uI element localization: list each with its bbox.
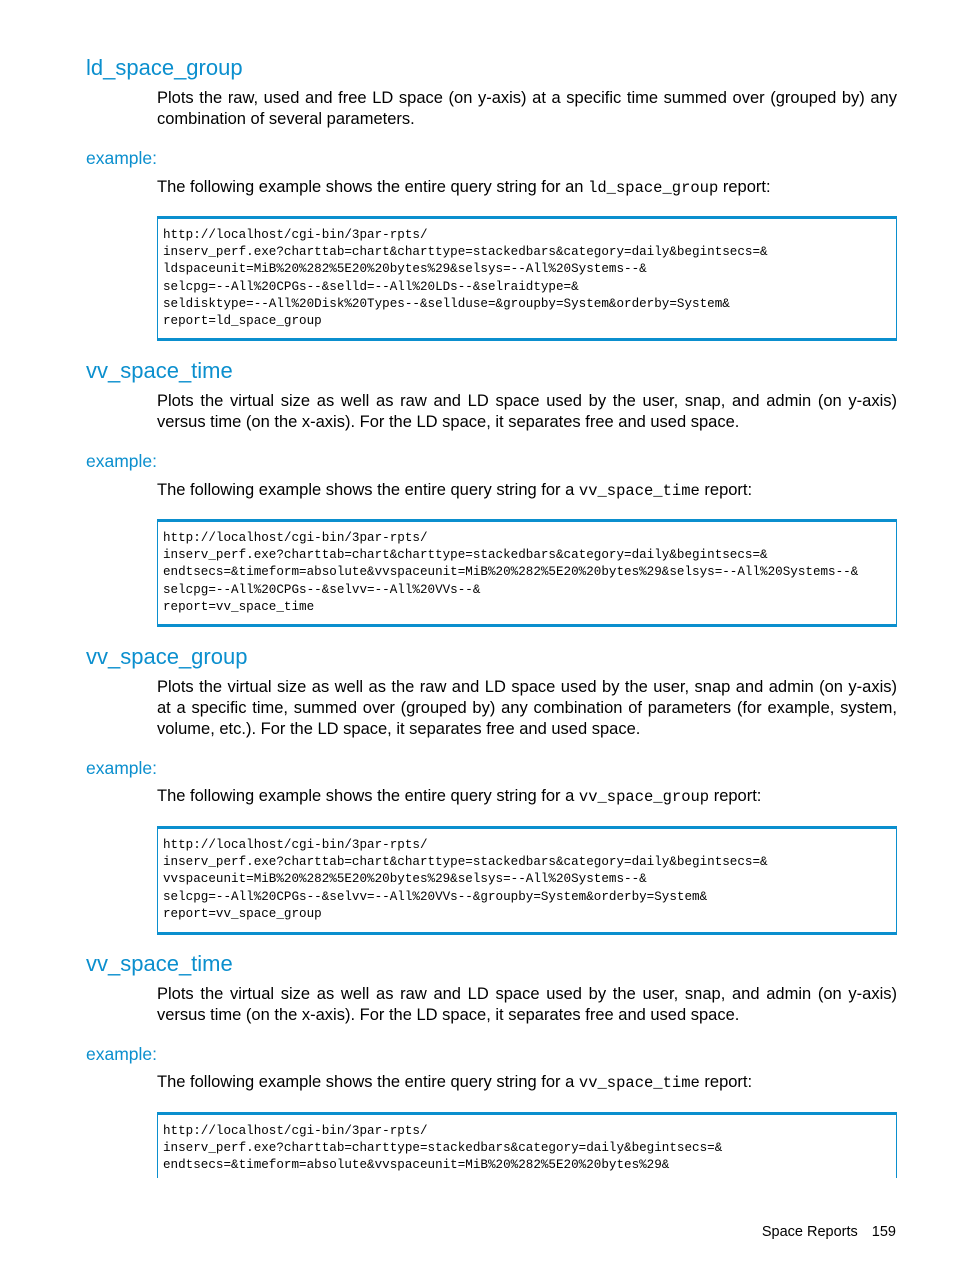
section-description: Plots the raw, used and free LD space (on y-axis) at a specific time summed over (grouped by) any combination of several parameters. xyxy=(157,89,897,128)
report-name-code: vv_space_group xyxy=(578,788,710,806)
example-intro-text: The following example shows the entire query string for a xyxy=(157,481,579,499)
example-intro-text: The following example shows the entire query string for an xyxy=(157,178,589,196)
example-intro xyxy=(157,1072,897,1094)
code-line: endtsecs=&timeform=absolute&vvspaceunit=MiB%20%282%5E20%20bytes%29& xyxy=(163,1158,670,1173)
report-name-code: vv_space_time xyxy=(578,482,700,500)
code-line: http://localhost/cgi-bin/3par-rpts/ xyxy=(163,1124,428,1138)
example-intro xyxy=(157,786,897,808)
footer-section-title: Space Reports xyxy=(761,1224,858,1240)
code-line: vvspaceunit=MiB%20%282%5E20%20bytes%29&selsys=--All%20Systems--& xyxy=(163,872,647,887)
example-intro-suffix: report: xyxy=(709,787,762,805)
example-label: example: xyxy=(86,758,158,778)
page-number: 159 xyxy=(871,1224,896,1240)
example-intro-suffix: report: xyxy=(699,1073,753,1091)
report-name-code: ld_space_group xyxy=(588,179,719,197)
page-footer xyxy=(762,1222,896,1242)
report-name-code: vv_space_time xyxy=(578,1074,700,1092)
example-label: example: xyxy=(86,451,158,471)
code-line: http://localhost/cgi-bin/3par-rpts/ xyxy=(163,838,428,852)
code-line: seldisktype=--All%20Disk%20Types--&sellduse=&groupby=System&orderby=System& xyxy=(163,296,730,311)
section-description: Plots the virtual size as well as raw and LD space used by the user, snap, and admin (on y-axis) versus time (on the x-axis). For the LD space, it separates free and used space. xyxy=(157,985,897,1024)
section-heading: vv_space_group xyxy=(86,644,248,669)
code-line: report=vv_space_time xyxy=(163,599,315,614)
section-heading: vv_space_time xyxy=(86,951,233,976)
example-label: example: xyxy=(86,1044,158,1064)
example-intro xyxy=(157,177,897,199)
example-intro-text: The following example shows the entire query string for a xyxy=(157,1073,579,1091)
example-label: example: xyxy=(86,148,158,168)
code-line: inserv_perf.exe?charttab=chart&charttype=stackedbars&category=daily&begintsecs=& xyxy=(163,245,768,260)
example-intro-text: The following example shows the entire query string for a xyxy=(157,787,579,805)
code-block xyxy=(157,826,897,935)
section-description: Plots the virtual size as well as the raw and LD space used by the user, snap and admin (on y-axis) at a specific time, summed over (grouped by) any combination of parameters (for example, system, volume, etc.). For the LD space, it separates free and used space. xyxy=(157,678,897,738)
code-line: selcpg=--All%20CPGs--&selld=--All%20LDs--&selraidtype=& xyxy=(163,279,579,294)
code-line: report=vv_space_group xyxy=(163,906,322,921)
code-line: ldspaceunit=MiB%20%282%5E20%20bytes%29&selsys=--All%20Systems--& xyxy=(163,262,647,277)
code-line: selcpg=--All%20CPGs--&selvv=--All%20VVs--&groupby=System&orderby=System& xyxy=(163,889,708,904)
section-heading: ld_space_group xyxy=(86,55,243,80)
code-line: http://localhost/cgi-bin/3par-rpts/ xyxy=(163,228,428,242)
section-description: Plots the virtual size as well as raw and LD space used by the user, snap, and admin (on y-axis) versus time (on the x-axis). For the LD space, it separates free and used space. xyxy=(157,392,897,431)
code-line: report=ld_space_group xyxy=(163,314,322,329)
code-line: inserv_perf.exe?charttab=chart&charttype=stackedbars&category=daily&begintsecs=& xyxy=(163,855,768,870)
code-line: inserv_perf.exe?charttab=chart&charttype=stackedbars&category=daily&begintsecs=& xyxy=(163,548,768,563)
code-line: selcpg=--All%20CPGs--&selvv=--All%20VVs--& xyxy=(163,582,481,597)
code-line: inserv_perf.exe?charttab=charttype=stackedbars&category=daily&begintsecs=& xyxy=(163,1141,723,1156)
code-block xyxy=(157,1112,897,1178)
code-block xyxy=(157,519,897,627)
code-block xyxy=(157,216,897,341)
example-intro-suffix: report: xyxy=(718,178,771,196)
section-heading: vv_space_time xyxy=(86,358,233,383)
code-line: endtsecs=&timeform=absolute&vvspaceunit=MiB%20%282%5E20%20bytes%29&selsys=--All%20Systems--& xyxy=(163,565,859,580)
code-line: http://localhost/cgi-bin/3par-rpts/ xyxy=(163,531,428,545)
example-intro xyxy=(157,480,897,502)
example-intro-suffix: report: xyxy=(699,481,753,499)
